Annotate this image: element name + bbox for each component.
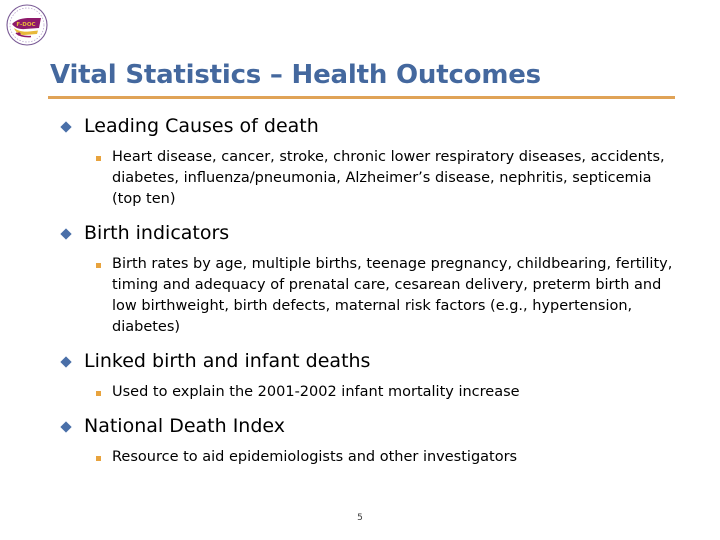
bullet-level1-birth-indicators xyxy=(0,219,720,249)
organization-seal-logo xyxy=(5,3,49,47)
diamond-bullet-icon xyxy=(60,228,71,239)
page-number: 5 xyxy=(357,513,363,523)
spacer xyxy=(0,338,720,347)
square-bullet-icon xyxy=(96,263,101,268)
bullet-level2-label: Heart disease, cancer, stroke, chronic lower respiratory diseases, accidents, diabetes, influenza/pneumonia, Alzheimer’s disease, nephritis, septicemia (top ten) xyxy=(112,149,665,207)
bullet-level2-label: Birth rates by age, multiple births, teenage pregnancy, childbearing, fertility, timing and adequacy of prenatal care, cesarean delivery, preterm birth and low birthweight, birth defects, maternal risk factors (e.g., hypertension, diabetes) xyxy=(112,256,673,335)
diamond-bullet-icon xyxy=(60,121,71,132)
bullet-level1-label: Linked birth and infant deaths xyxy=(84,350,371,372)
page-title: Vital Statistics – Health Outcomes xyxy=(50,60,541,90)
svg-text:F-DOC: F-DOC xyxy=(16,22,36,28)
bullet-level1-national-death-index xyxy=(0,412,720,442)
bullet-level1-label: National Death Index xyxy=(84,415,286,437)
bullet-level2-national-death-index-detail xyxy=(0,447,720,468)
page-title-block xyxy=(50,58,680,92)
spacer xyxy=(0,403,720,412)
spacer xyxy=(0,210,720,219)
bullet-level2-birth-indicators-detail xyxy=(0,254,720,338)
square-bullet-icon xyxy=(96,456,101,461)
diamond-bullet-icon xyxy=(60,421,71,432)
bullet-level1-label: Birth indicators xyxy=(84,222,230,244)
bullet-level1-leading-causes-of-death xyxy=(0,112,720,142)
square-bullet-icon xyxy=(96,391,101,396)
bullet-level1-linked-birth-and-infant-deaths xyxy=(0,347,720,377)
slide-body xyxy=(0,112,720,468)
bullet-level2-leading-causes-detail xyxy=(0,147,720,210)
square-bullet-icon xyxy=(96,156,101,161)
title-underline-rule xyxy=(48,96,675,99)
bullet-level2-linked-birth-detail xyxy=(0,382,720,403)
diamond-bullet-icon xyxy=(60,356,71,367)
bullet-level2-label: Resource to aid epidemiologists and other investigators xyxy=(112,449,518,465)
bullet-level1-label: Leading Causes of death xyxy=(84,115,319,137)
bullet-level2-label: Used to explain the 2001-2002 infant mortality increase xyxy=(112,384,520,400)
